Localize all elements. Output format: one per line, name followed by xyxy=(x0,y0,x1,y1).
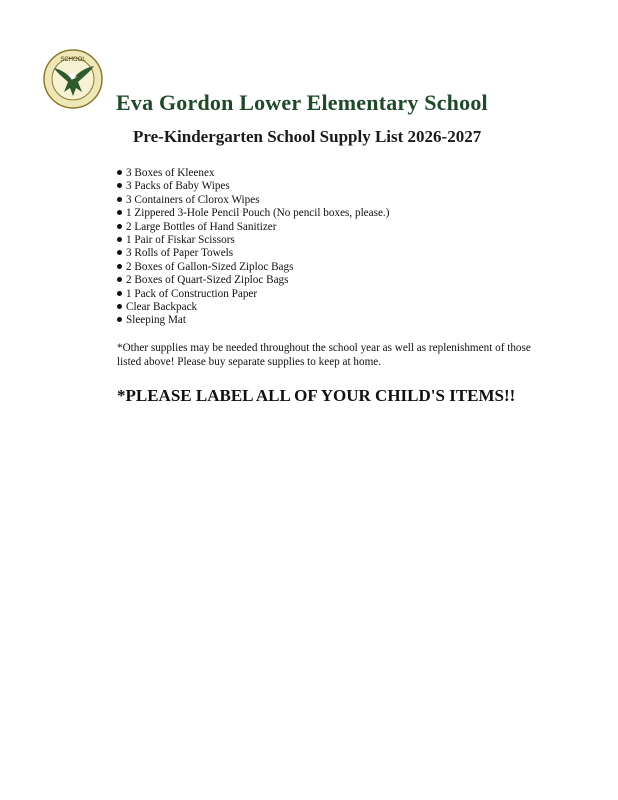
list-item: 2 Boxes of Gallon-Sized Ziploc Bags xyxy=(117,261,389,274)
bullet-icon xyxy=(117,304,122,309)
bullet-icon xyxy=(117,197,122,202)
bullet-icon xyxy=(117,264,122,269)
list-item: 3 Rolls of Paper Towels xyxy=(117,247,389,260)
list-item: 3 Packs of Baby Wipes xyxy=(117,180,389,193)
bullet-icon xyxy=(117,317,122,322)
list-item: 3 Containers of Clorox Wipes xyxy=(117,194,389,207)
supply-list xyxy=(117,167,389,328)
list-item: Clear Backpack xyxy=(117,301,389,314)
list-title: Pre-Kindergarten School Supply List 2026-2027 xyxy=(133,127,482,146)
list-item: 2 Boxes of Quart-Sized Ziploc Bags xyxy=(117,274,389,287)
bullet-icon xyxy=(117,291,122,296)
label-warning: *PLEASE LABEL ALL OF YOUR CHILD'S ITEMS!! xyxy=(117,386,516,405)
bullet-icon xyxy=(117,237,122,242)
list-item: 3 Boxes of Kleenex xyxy=(117,167,389,180)
bullet-icon xyxy=(117,224,122,229)
bullet-icon xyxy=(117,250,122,255)
school-name: Eva Gordon Lower Elementary School xyxy=(116,90,488,115)
bullet-icon xyxy=(117,183,122,188)
bullet-icon xyxy=(117,210,122,215)
list-item: 1 Pack of Construction Paper xyxy=(117,288,389,301)
svg-text:SCHOOL: SCHOOL xyxy=(60,57,86,63)
list-item: 2 Large Bottles of Hand Sanitizer xyxy=(117,221,389,234)
list-item: Sleeping Mat xyxy=(117,314,389,327)
supplies-note: *Other supplies may be needed throughout the school year as well as replenishment of those listed above! Please buy separate supplies to keep at home. xyxy=(117,342,531,368)
school-eagle-logo xyxy=(42,48,104,110)
bullet-icon xyxy=(117,277,122,282)
bullet-icon xyxy=(117,170,122,175)
list-item: 1 Pair of Fiskar Scissors xyxy=(117,234,389,247)
list-item: 1 Zippered 3-Hole Pencil Pouch (No pencil boxes, please.) xyxy=(117,207,389,220)
